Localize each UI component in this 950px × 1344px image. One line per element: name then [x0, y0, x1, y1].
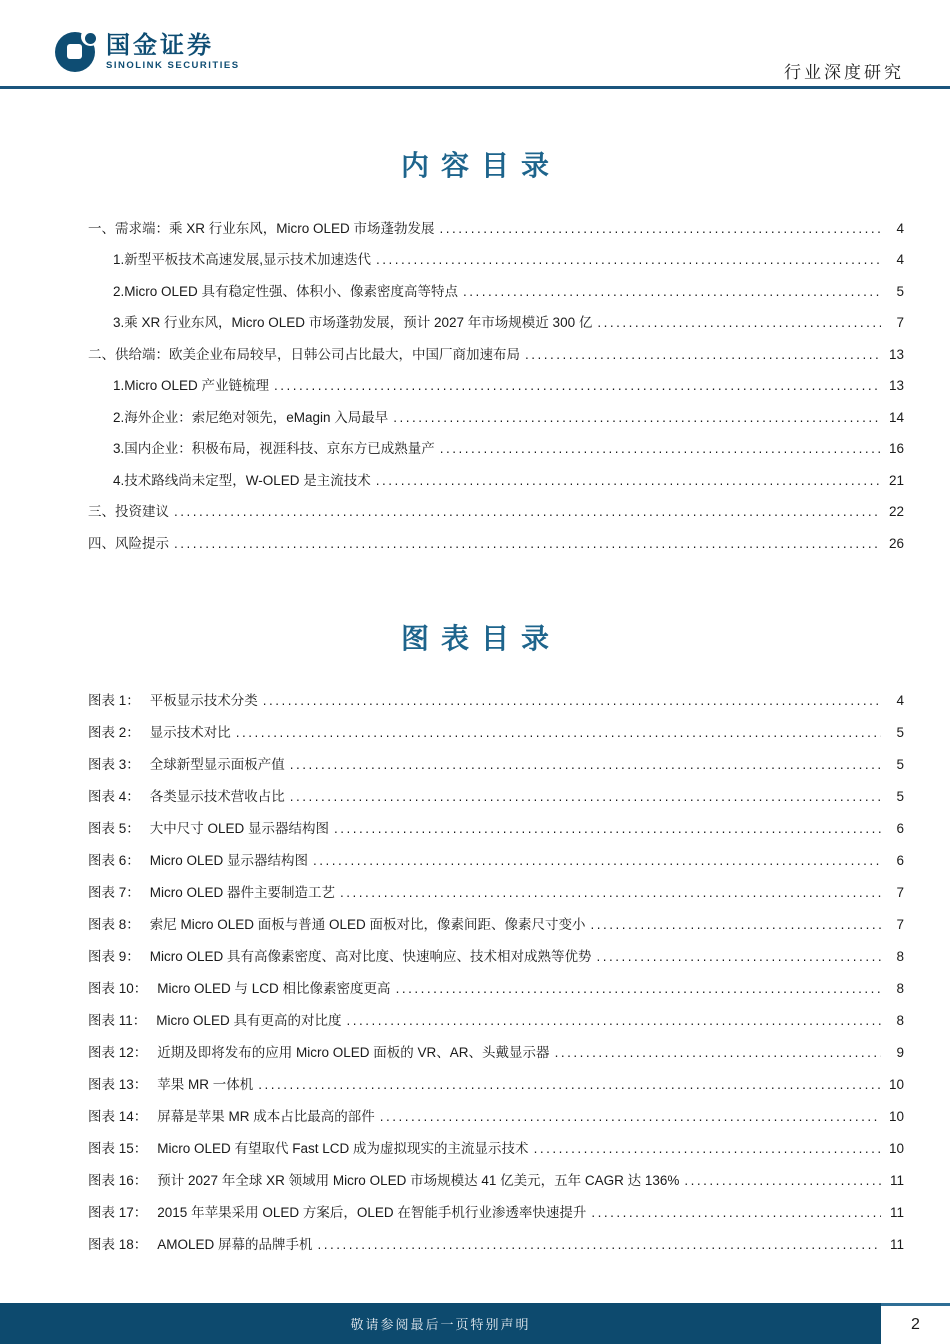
- dot-leader: [347, 1005, 881, 1037]
- toc-entry-label: 2.海外企业：索尼绝对领先，eMagin 入局最早: [113, 409, 389, 425]
- figure-entry-title: 全球新型显示面板产值: [149, 756, 285, 772]
- toc-entry-page: 13: [888, 346, 904, 362]
- figure-entry-page: 5: [896, 756, 904, 772]
- dot-leader: [258, 1069, 881, 1101]
- toc-entry-label: 1.新型平板技术高速发展,显示技术加速迭代: [113, 252, 372, 268]
- dot-leader: [376, 465, 881, 497]
- toc-entry[interactable]: [88, 370, 904, 402]
- figure-entry[interactable]: [88, 909, 904, 941]
- toc-entry[interactable]: [88, 402, 904, 434]
- toc-entry-label: 二、供给端：欧美企业布局较早，日韩公司占比最大，中国厂商加速布局: [88, 346, 520, 362]
- dot-leader: [396, 973, 881, 1005]
- dot-leader: [174, 528, 881, 560]
- figure-entry[interactable]: [88, 685, 904, 717]
- dot-leader: [290, 749, 881, 781]
- toc-entry[interactable]: [88, 244, 904, 276]
- figure-entry[interactable]: [88, 781, 904, 813]
- dot-leader: [393, 402, 881, 434]
- figure-entry-number: 图表 12：: [88, 1044, 148, 1060]
- figure-entry-number: 图表 16：: [88, 1172, 148, 1188]
- figure-entry[interactable]: [88, 1037, 904, 1069]
- toc-list: [88, 213, 904, 560]
- figure-entry-title: 索尼 Micro OLED 面板与普通 OLED 面板对比，像素间距、像素尺寸变小: [149, 916, 586, 932]
- toc-entry-page: 7: [896, 315, 904, 331]
- dot-leader: [380, 1101, 881, 1133]
- figure-entry[interactable]: [88, 717, 904, 749]
- toc-entry-label: 3.乘 XR 行业东风，Micro OLED 市场蓬勃发展，预计 2027 年市场规模近 300 亿: [113, 315, 593, 331]
- figure-entry[interactable]: [88, 813, 904, 845]
- dot-leader: [555, 1037, 881, 1069]
- dot-leader: [236, 717, 881, 749]
- figure-entry-title: 近期及即将发布的应用 Micro OLED 面板的 VR、AR、头戴显示器: [157, 1044, 550, 1060]
- figure-entry-number: 图表 11：: [88, 1012, 147, 1028]
- figure-entry-number: 图表 1：: [88, 692, 140, 708]
- toc-entry-page: 14: [888, 409, 904, 425]
- figure-entry-title: 大中尺寸 OLED 显示器结构图: [149, 820, 330, 836]
- figure-entry-page: 5: [896, 724, 904, 740]
- toc-entry-page: 16: [888, 441, 904, 457]
- figure-entry-title: Micro OLED 具有更高的对比度: [156, 1012, 342, 1028]
- figure-entry-page: 11: [889, 1172, 904, 1188]
- sinolink-logo: [55, 32, 240, 72]
- figure-entry[interactable]: [88, 749, 904, 781]
- figure-entry-title: 屏幕是苹果 MR 成本占比最高的部件: [157, 1108, 375, 1124]
- toc-entry-page: 13: [888, 378, 904, 394]
- dot-leader: [334, 813, 881, 845]
- report-type-label: 行业深度研究: [784, 63, 904, 82]
- figure-entry[interactable]: [88, 973, 904, 1005]
- figure-entry-title: 2015 年苹果采用 OLED 方案后，OLED 在智能手机行业渗透率快速提升: [157, 1204, 587, 1220]
- figure-entry-number: 图表 18：: [88, 1236, 148, 1252]
- dot-leader: [263, 685, 881, 717]
- toc-title: 内容目录: [400, 151, 561, 182]
- logo-dot: [85, 33, 96, 44]
- figure-entry-number: 图表 6：: [88, 852, 140, 868]
- figure-entry-number: 图表 4：: [88, 788, 140, 804]
- figure-entry-page: 10: [888, 1140, 904, 1156]
- figure-entry-number: 图表 10：: [88, 980, 148, 996]
- figure-entry[interactable]: [88, 1133, 904, 1165]
- figure-entry-number: 图表 3：: [88, 756, 140, 772]
- dot-leader: [274, 370, 881, 402]
- figure-entry-title: 显示技术对比: [149, 724, 231, 740]
- toc-entry[interactable]: [88, 465, 904, 497]
- footer-bar: [0, 1303, 881, 1344]
- toc-entry-page: 22: [888, 504, 904, 520]
- figure-entry-title: Micro OLED 与 LCD 相比像素密度更高: [157, 980, 391, 996]
- figure-entry[interactable]: [88, 1069, 904, 1101]
- figure-entry-number: 图表 15：: [88, 1140, 148, 1156]
- figure-entry-page: 6: [896, 820, 904, 836]
- sinolink-logo-icon: [55, 32, 95, 72]
- toc-entry-label: 3.国内企业：积极布局，视涯科技、京东方已成熟量产: [113, 441, 435, 457]
- figure-entry-page: 8: [896, 948, 904, 964]
- figure-entry-page: 11: [889, 1236, 904, 1252]
- toc-entry-label: 1.Micro OLED 产业链梳理: [113, 378, 270, 394]
- dot-leader: [525, 339, 881, 371]
- dot-leader: [534, 1133, 881, 1165]
- figure-entry-title: AMOLED 屏幕的品牌手机: [157, 1236, 313, 1252]
- figure-entry-title: Micro OLED 具有高像素密度、高对比度、快速响应、技术相对成熟等优势: [149, 948, 592, 964]
- figure-entry-number: 图表 5：: [88, 820, 140, 836]
- figure-entry-number: 图表 8：: [88, 916, 140, 932]
- figure-entry-page: 8: [896, 1012, 904, 1028]
- figure-entry-page: 5: [896, 788, 904, 804]
- figure-entry[interactable]: [88, 941, 904, 973]
- dot-leader: [340, 877, 881, 909]
- toc-entry-label: 四、风险提示: [88, 535, 169, 551]
- toc-entry-label: 4.技术路线尚未定型，W-OLED 是主流技术: [113, 472, 371, 488]
- figure-list: [88, 685, 904, 1261]
- dot-leader: [440, 433, 881, 465]
- toc-entry[interactable]: [88, 496, 904, 528]
- figure-entry[interactable]: [88, 1197, 904, 1229]
- figure-entry-page: 7: [896, 916, 904, 932]
- figure-entry-number: 图表 14：: [88, 1108, 148, 1124]
- figure-entry-title: 预计 2027 年全球 XR 领域用 Micro OLED 市场规模达 41 亿美元，五年 CAGR 达 136%: [157, 1172, 680, 1188]
- dot-leader: [440, 213, 881, 245]
- toc-entry-page: 5: [896, 283, 904, 299]
- dot-leader: [463, 276, 881, 308]
- figure-entry-title: 各类显示技术营收占比: [149, 788, 285, 804]
- toc-entry[interactable]: [88, 433, 904, 465]
- figure-entry-number: 图表 2：: [88, 724, 140, 740]
- figure-entry-title: Micro OLED 显示器结构图: [149, 852, 309, 868]
- dot-leader: [597, 307, 881, 339]
- dot-leader: [591, 909, 881, 941]
- page-number: 2: [881, 1303, 950, 1344]
- figure-entry-page: 10: [888, 1108, 904, 1124]
- toc-entry-page: 26: [888, 535, 904, 551]
- dot-leader: [318, 1229, 881, 1261]
- figure-index-title: 图表目录: [400, 624, 561, 656]
- figure-entry-number: 图表 13：: [88, 1076, 148, 1092]
- figure-entry[interactable]: [88, 1165, 904, 1197]
- footer-disclaimer: 敬请参阅最后一页特别声明: [350, 1317, 531, 1332]
- toc-entry[interactable]: [88, 276, 904, 308]
- toc-entry[interactable]: [88, 339, 904, 371]
- dot-leader: [591, 1197, 881, 1229]
- figure-entry-page: 8: [896, 980, 904, 996]
- dot-leader: [290, 781, 881, 813]
- figure-entry-page: 7: [896, 884, 904, 900]
- figure-entry-title: 苹果 MR 一体机: [157, 1076, 254, 1092]
- figure-entry-number: 图表 17：: [88, 1204, 148, 1220]
- brand-name-en: SINOLINK SECURITIES: [106, 60, 240, 72]
- toc-entry[interactable]: [88, 528, 904, 560]
- toc-entry-label: 一、需求端：乘 XR 行业东风，Micro OLED 市场蓬勃发展: [88, 220, 435, 236]
- toc-entry-page: 4: [896, 252, 904, 268]
- figure-entry-title: Micro OLED 有望取代 Fast LCD 成为虚拟现实的主流显示技术: [157, 1140, 529, 1156]
- figure-entry-page: 9: [896, 1044, 904, 1060]
- dot-leader: [597, 941, 881, 973]
- dot-leader: [684, 1165, 881, 1197]
- figure-entry[interactable]: [88, 1005, 904, 1037]
- logo-hole: [67, 44, 82, 59]
- figure-entry-page: 4: [896, 692, 904, 708]
- brand-name-cn: 国金证券: [106, 31, 214, 59]
- toc-entry-label: 三、投资建议: [88, 504, 169, 520]
- figure-entry-title: Micro OLED 器件主要制造工艺: [149, 884, 336, 900]
- figure-entry-page: 10: [888, 1076, 904, 1092]
- figure-entry-number: 图表 9：: [88, 948, 140, 964]
- page-header: [0, 0, 950, 89]
- figure-entry[interactable]: [88, 845, 904, 877]
- figure-entry[interactable]: [88, 1101, 904, 1133]
- figure-entry-page: 6: [896, 852, 904, 868]
- figure-entry-number: 图表 7：: [88, 884, 140, 900]
- figure-entry[interactable]: [88, 1229, 904, 1261]
- logo-text: [106, 33, 240, 71]
- dot-leader: [174, 496, 881, 528]
- dot-leader: [313, 845, 881, 877]
- figure-entry-title: 平板显示技术分类: [149, 692, 258, 708]
- toc-entry-label: 2.Micro OLED 具有稳定性强、体积小、像素密度高等特点: [113, 283, 459, 299]
- figure-entry-page: 11: [889, 1204, 904, 1220]
- toc-entry-page: 4: [896, 220, 904, 236]
- toc-entry-page: 21: [888, 472, 904, 488]
- figure-entry[interactable]: [88, 877, 904, 909]
- toc-entry[interactable]: [88, 307, 904, 339]
- toc-entry[interactable]: [88, 213, 904, 245]
- dot-leader: [376, 244, 881, 276]
